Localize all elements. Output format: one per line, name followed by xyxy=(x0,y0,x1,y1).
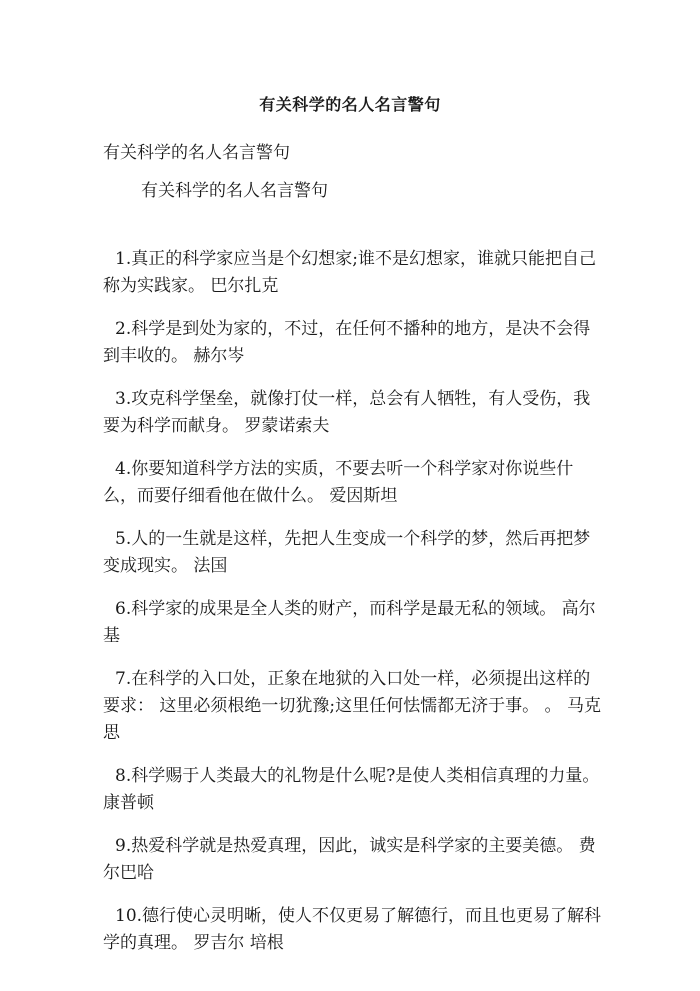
document-subtitle: 有关科学的名人名言警句 xyxy=(103,143,290,163)
quote-item: 8.科学赐于人类最大的礼物是什么呢?是使人类相信真理的力量。 康普顿 xyxy=(103,766,600,813)
quote-item: 4.你要知道科学方法的实质，不要去听一个科学家对你说些什么，而要仔细看他在做什么。 爱因斯坦 xyxy=(103,459,574,506)
quote-item: 1.真正的科学家应当是个幻想家;谁不是幻想家，谁就只能把自己称为实践家。 巴尔扎克 xyxy=(103,249,596,296)
quote-item: 5.人的一生就是这样，先把人生变成一个科学的梦，然后再把梦变成现实。 法国 xyxy=(103,529,591,576)
quote-item: 9.热爱科学就是热爱真理，因此，诚实是科学家的主要美德。 费尔巴哈 xyxy=(103,836,596,883)
quote-list xyxy=(103,246,603,973)
quote-item: 7.在科学的入口处，正象在地狱的入口处一样，必须提出这样的要求： 这里必须根绝一切犹豫;这里任何怯懦都无济于事。 。 马克思 xyxy=(103,669,601,743)
quote-item: 10.德行使心灵明晰，使人不仅更易了解德行，而且也更易了解科学的真理。 罗吉尔 培根 xyxy=(103,906,602,953)
document-subtitle-indented: 有关科学的名人名言警句 xyxy=(141,181,328,201)
quote-item: 3.攻克科学堡垒，就像打仗一样，总会有人牺牲，有人受伤，我要为科学而献身。 罗蒙诺索夫 xyxy=(103,389,591,436)
page-title: 有关科学的名人名言警句 xyxy=(259,95,441,114)
quote-item: 2.科学是到处为家的，不过，在任何不播种的地方，是决不会得到丰收的。 赫尔岑 xyxy=(103,319,591,366)
quote-item: 6.科学家的成果是全人类的财产，而科学是最无私的领域。 高尔基 xyxy=(103,599,596,646)
